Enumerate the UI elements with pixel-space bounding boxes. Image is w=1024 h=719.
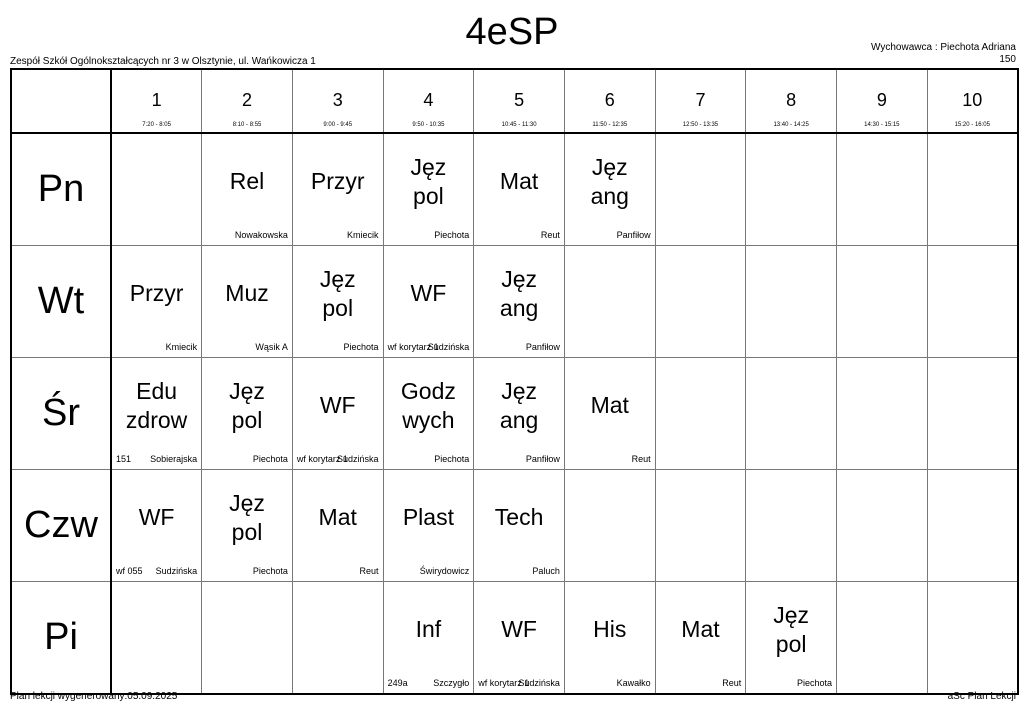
day-name: Wt: [11, 246, 111, 358]
lesson-room: 151: [116, 454, 132, 464]
lesson-cell: [474, 470, 565, 582]
period-time: 8:10 - 8:55: [232, 122, 262, 128]
lesson-teacher: Piechota: [252, 454, 288, 464]
empty-cell: [655, 246, 746, 358]
period-time: 9:00 - 9:45: [323, 122, 353, 128]
lesson-cell: [383, 358, 474, 470]
lesson-subject: Jęz pol: [773, 601, 810, 657]
lesson-cell: [202, 246, 293, 358]
empty-cell: [564, 246, 655, 358]
period-header: [474, 69, 565, 133]
lesson-cell: [383, 470, 474, 582]
lesson-cell: [474, 246, 565, 358]
lesson-teacher: Świrydowicz: [419, 566, 470, 576]
day-row: [11, 470, 1018, 582]
lesson-room: wf 055: [116, 566, 143, 576]
empty-cell: [292, 582, 383, 695]
lesson-cell: [111, 470, 202, 582]
lesson-subject: Muz: [225, 280, 269, 306]
lesson-subject: WF: [410, 280, 447, 306]
empty-cell: [746, 358, 837, 470]
day-name: Śr: [11, 358, 111, 470]
lesson-room: wf korytarz 1: [478, 678, 530, 688]
empty-cell: [837, 133, 928, 246]
period-time: 11:50 - 12:35: [592, 122, 628, 128]
period-number: 10: [962, 90, 983, 110]
lesson-subject: Przyr: [310, 168, 365, 194]
lesson-subject: Jęz ang: [590, 153, 629, 209]
lesson-cell: [474, 133, 565, 246]
homeroom-info: [871, 42, 1016, 66]
empty-cell: [927, 246, 1018, 358]
period-number: 9: [876, 90, 887, 110]
empty-cell: [837, 246, 928, 358]
empty-cell: [111, 582, 202, 695]
lesson-teacher: Panfiłow: [525, 454, 560, 464]
lesson-cell: [383, 133, 474, 246]
period-time: 12:50 - 13:35: [682, 122, 719, 128]
period-header: [111, 69, 202, 133]
lesson-cell: [202, 133, 293, 246]
lesson-cell: [383, 582, 474, 695]
period-time: 7:20 - 8:05: [142, 122, 171, 128]
lesson-teacher: Kmiecik: [347, 230, 379, 240]
period-number: 7: [695, 90, 706, 110]
lesson-teacher: Reut: [631, 454, 651, 464]
period-number: 5: [514, 90, 525, 110]
empty-cell: [927, 470, 1018, 582]
period-number: 2: [242, 90, 253, 110]
lesson-subject: Jęz pol: [319, 265, 356, 321]
day-name: Czw: [11, 470, 111, 582]
lesson-teacher: Wąsik A: [255, 342, 288, 352]
day-row: [11, 246, 1018, 358]
empty-cell: [202, 582, 293, 695]
lesson-teacher: Panfiłow: [616, 230, 651, 240]
empty-cell: [746, 133, 837, 246]
lesson-cell: [474, 358, 565, 470]
period-header: [383, 69, 474, 133]
lesson-teacher: Piechota: [434, 230, 470, 240]
day-row: [11, 133, 1018, 246]
empty-cell: [655, 133, 746, 246]
lesson-subject: Jęz pol: [229, 489, 265, 545]
lesson-subject: Rel: [229, 168, 265, 194]
period-time: 15:20 - 16:05: [954, 122, 990, 128]
empty-cell: [746, 470, 837, 582]
period-header: [746, 69, 837, 133]
lesson-teacher: Nowakowska: [234, 230, 288, 240]
lesson-subject: Przyr: [129, 280, 184, 306]
period-header-row: [11, 69, 1018, 133]
lesson-teacher: Piechota: [796, 678, 832, 688]
homeroom-teacher: Wychowawca : Piechota Adriana: [871, 42, 1016, 53]
lesson-subject: Mat: [318, 504, 357, 530]
lesson-subject: Edu zdrow: [125, 377, 188, 433]
period-header: [927, 69, 1018, 133]
lesson-subject: Jęz pol: [229, 377, 265, 433]
lesson-cell: [292, 358, 383, 470]
period-number: 4: [423, 90, 434, 110]
lesson-cell: [202, 470, 293, 582]
lesson-cell: [202, 358, 293, 470]
period-header: [655, 69, 746, 133]
lesson-teacher: Panfiłow: [525, 342, 560, 352]
lesson-cell: [655, 582, 746, 695]
lesson-teacher: Sudzińska: [337, 454, 379, 464]
lesson-cell: [564, 582, 655, 695]
empty-cell: [655, 470, 746, 582]
lesson-room: 249a: [387, 678, 408, 688]
lesson-subject: Jęz ang: [499, 377, 539, 433]
empty-cell: [746, 246, 837, 358]
empty-cell: [837, 470, 928, 582]
lesson-cell: [564, 358, 655, 470]
lesson-subject: Mat: [590, 392, 629, 418]
empty-cell: [837, 582, 928, 695]
lesson-cell: [292, 246, 383, 358]
lesson-teacher: Reut: [359, 566, 379, 576]
lesson-teacher: Piechota: [434, 454, 470, 464]
lesson-cell: [564, 133, 655, 246]
day-row: [11, 582, 1018, 695]
period-number: 8: [786, 90, 797, 110]
app-credit: aSc Plan Lekcji: [947, 691, 1016, 702]
lesson-cell: [111, 358, 202, 470]
lesson-subject: WF: [501, 616, 537, 642]
school-name: Zespół Szkół Ogólnokształcących nr 3 w Olsztynie, ul. Wańkowicza 1: [10, 56, 316, 67]
lesson-room: wf korytarz 1: [296, 454, 348, 464]
lesson-teacher: Sudzińska: [427, 342, 470, 352]
lesson-subject: Jęz ang: [499, 265, 539, 321]
lesson-subject: Mat: [681, 616, 720, 642]
period-number: 1: [151, 90, 162, 110]
lesson-subject: WF: [138, 504, 175, 530]
lesson-subject: His: [593, 616, 627, 642]
lesson-teacher: Sobierajska: [150, 454, 198, 464]
period-time: 10:45 - 11:30: [501, 122, 537, 128]
day-name: Pi: [11, 582, 111, 695]
lesson-teacher: Reut: [540, 230, 560, 240]
lesson-subject: WF: [319, 392, 356, 418]
lesson-teacher: Piechota: [252, 566, 288, 576]
empty-cell: [927, 358, 1018, 470]
lesson-cell: [383, 246, 474, 358]
lesson-cell: [292, 470, 383, 582]
period-number: 6: [604, 90, 615, 110]
period-header: [292, 69, 383, 133]
homeroom-room: 150: [999, 54, 1016, 65]
lesson-teacher: Szczygło: [433, 678, 470, 688]
generated-date: Plan lekcji wygenerowany:05.09.2025: [10, 691, 178, 702]
period-time: 13:40 - 14:25: [773, 122, 809, 128]
day-row: [11, 358, 1018, 470]
lesson-cell: [292, 133, 383, 246]
lesson-cell: [111, 246, 202, 358]
lesson-cell: [474, 582, 565, 695]
empty-cell: [564, 470, 655, 582]
lesson-subject: Jęz pol: [410, 153, 447, 209]
lesson-subject: Inf: [415, 616, 442, 642]
lesson-teacher: Paluch: [532, 566, 560, 576]
lesson-subject: Plast: [402, 504, 454, 530]
period-header: [202, 69, 293, 133]
period-header: [837, 69, 928, 133]
lesson-teacher: Reut: [722, 678, 742, 688]
empty-cell: [111, 133, 202, 246]
empty-cell: [655, 358, 746, 470]
empty-cell: [927, 133, 1018, 246]
class-title: 4eSP: [465, 11, 559, 53]
lesson-teacher: Sudzińska: [518, 678, 560, 688]
period-time: 14:30 - 15:15: [864, 122, 900, 128]
empty-cell: [837, 358, 928, 470]
timetable: [10, 68, 1019, 695]
day-name: Pn: [11, 133, 111, 246]
lesson-room: wf korytarz 1: [387, 342, 439, 352]
lesson-teacher: Kawałko: [616, 678, 651, 688]
lesson-teacher: Piechota: [343, 342, 379, 352]
lesson-teacher: Kmiecik: [165, 342, 198, 352]
period-time: 9:50 - 10:35: [412, 122, 445, 128]
lesson-teacher: Sudzińska: [155, 566, 198, 576]
lesson-subject: Mat: [499, 168, 539, 194]
period-number: 3: [332, 90, 343, 110]
lesson-cell: [746, 582, 837, 695]
corner-cell: [11, 69, 111, 133]
empty-cell: [927, 582, 1018, 695]
lesson-subject: Tech: [494, 504, 544, 530]
period-header: [564, 69, 655, 133]
lesson-subject: Godz wych: [400, 377, 456, 433]
